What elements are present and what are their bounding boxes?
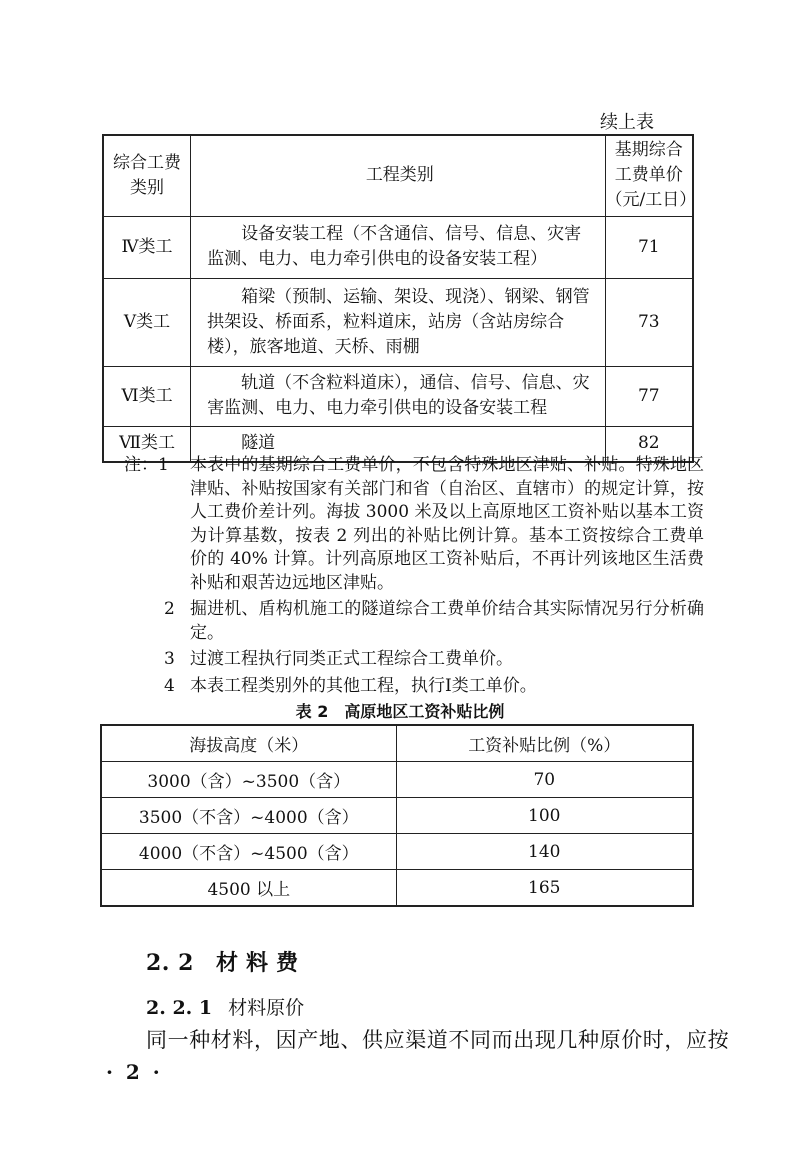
table-row xyxy=(101,870,693,907)
header-price xyxy=(605,135,697,216)
note-number: 2 xyxy=(164,599,175,619)
header-category-line1: 综合工费 xyxy=(113,152,182,173)
row-description-text: 箱梁（预制、运输、架设、现浇）、钢梁、钢管拱架设、桥面系，粒料道床，站房（含站房综合楼），旅客地道、天桥、雨棚 xyxy=(207,286,590,357)
subsection-title: 材料原价 xyxy=(228,997,305,1019)
header-ratio: 工资补贴比例（%） xyxy=(396,725,693,762)
section-title: 材料费 xyxy=(215,950,306,976)
subsection-heading xyxy=(146,993,304,1020)
row-price: 71 xyxy=(605,216,693,278)
row-category: Ⅳ类工 xyxy=(103,216,191,278)
row-description xyxy=(191,366,605,426)
body-paragraph: 同一种材料，因产地、供应渠道不同而出现几种原价时，应按 xyxy=(146,1028,730,1052)
note-label: 注：1 xyxy=(124,455,169,475)
note-text: 本表中的基期综合工费单价，不包含特殊地区津贴、补贴。特殊地区津贴、补贴按国家有关部门和省（自治区、直辖市）的规定计算，按人工费价差计列。海拔 3000 米及以上高原地区工资补贴以基本工资为计算基数，按表 2 列出的补贴比例计算。基本工资按综合工费单价的 40% 计算。计列高原地区工资补贴后，不再计列该地区生活费补贴和艰苦边远地区津贴。 xyxy=(190,455,704,593)
row-price: 73 xyxy=(605,278,693,366)
table-row xyxy=(103,216,693,278)
row-description xyxy=(191,278,605,366)
row-category: Ⅶ类工 xyxy=(103,426,191,462)
table-header-row xyxy=(103,135,693,216)
row-ratio: 70 xyxy=(396,762,693,798)
row-description-text: 轨道（不含粒料道床），通信、信号、信息、灾害监测、电力、电力牵引供电的设备安装工程 xyxy=(207,373,590,418)
table-row xyxy=(101,798,693,834)
note-number: 4 xyxy=(164,675,175,696)
table-row xyxy=(101,834,693,870)
continued-label: 续上表 xyxy=(600,112,654,133)
table-notes xyxy=(124,454,704,698)
row-ratio: 140 xyxy=(396,834,693,870)
row-description xyxy=(191,216,605,278)
header-work-type: 工程类别 xyxy=(191,135,605,216)
note-text: 本表工程类别外的其他工程，执行Ⅰ类工单价。 xyxy=(190,675,537,696)
note-item xyxy=(124,675,704,699)
note-text: 掘进机、盾构机施工的隧道综合工费单价结合其实际情况另行分析确定。 xyxy=(190,599,704,643)
row-description-text: 隧道 xyxy=(241,433,276,454)
header-price-line3: （元/工日） xyxy=(605,190,697,211)
row-altitude: 3000（含）~3500（含） xyxy=(101,762,396,798)
row-price: 77 xyxy=(605,366,693,426)
section-heading xyxy=(146,946,306,977)
table-row xyxy=(103,278,693,366)
note-number: 3 xyxy=(164,649,175,669)
subsection-number: 2. 2. 1 xyxy=(146,997,213,1019)
table-row xyxy=(103,366,693,426)
header-altitude: 海拔高度（米） xyxy=(101,725,396,762)
row-category: Ⅴ类工 xyxy=(103,278,191,366)
section-number: 2. 2 xyxy=(146,950,194,976)
header-category xyxy=(103,135,191,216)
altitude-subsidy-table xyxy=(100,724,694,907)
note-item xyxy=(124,454,704,595)
header-category-line2: 类别 xyxy=(130,177,165,198)
row-ratio: 100 xyxy=(396,798,693,834)
row-altitude: 4500 以上 xyxy=(101,870,396,907)
table2-caption: 表 2 高原地区工资补贴比例 xyxy=(295,702,505,721)
table-header-row xyxy=(101,725,693,762)
note-item xyxy=(124,598,704,645)
page-number: · 2 · xyxy=(106,1060,163,1084)
header-price-line1: 基期综合 xyxy=(614,140,683,161)
row-description-text: 设备安装工程（不含通信、信号、信息、灾害监测、电力、电力牵引供电的设备安装工程） xyxy=(207,224,582,269)
table-row xyxy=(101,762,693,798)
note-text: 过渡工程执行同类正式工程综合工费单价。 xyxy=(190,649,513,669)
labor-rate-table xyxy=(102,134,697,463)
header-price-line2: 工费单价 xyxy=(614,165,683,186)
row-ratio: 165 xyxy=(396,870,693,907)
note-item xyxy=(124,648,704,672)
row-category: Ⅵ类工 xyxy=(103,366,191,426)
row-price: 82 xyxy=(605,426,693,462)
row-altitude: 3500（不含）~4000（含） xyxy=(101,798,396,834)
row-altitude: 4000（不含）~4500（含） xyxy=(101,834,396,870)
